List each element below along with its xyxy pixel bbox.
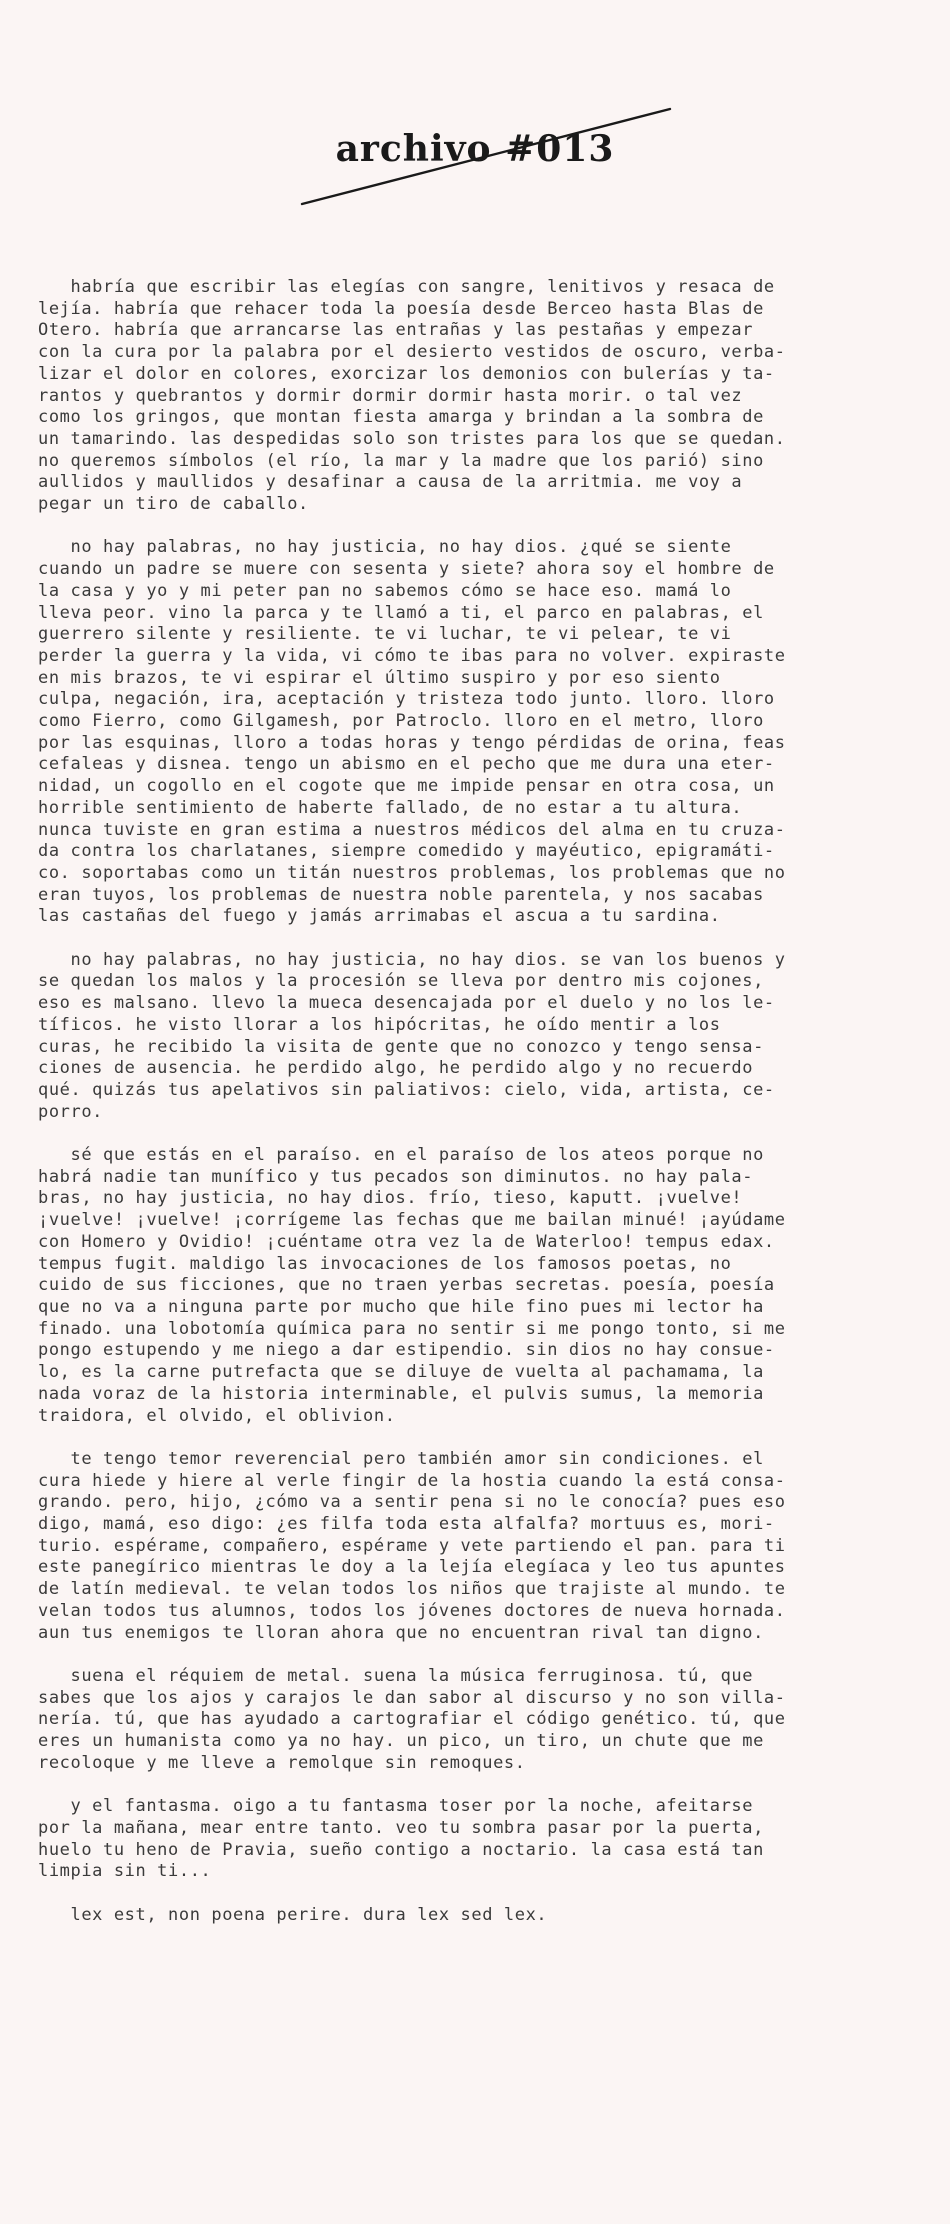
poem-line: traidora, el olvido, el oblivion. <box>38 1405 396 1426</box>
poem-line: cuido de sus ficciones, que no traen yerbas secretas. poesía, poesía <box>38 1275 775 1296</box>
poem-line: eso es malsano. llevo la mueca desencajada por el duelo y no los le- <box>38 993 775 1014</box>
poem-line: este panegírico mientras le doy a la lejía elegíaca y leo tus apuntes <box>38 1557 786 1578</box>
poem-line: cura hiede y hiere al verle fingir de la hostia cuando la está consa- <box>38 1470 786 1491</box>
poem-line: y el fantasma. oigo a tu fantasma toser por la noche, afeitarse <box>38 1796 754 1817</box>
poem-line: turio. espérame, compañero, espérame y vete partiendo el pan. para ti <box>38 1535 786 1556</box>
poem-line: lejía. habría que rehacer toda la poesía desde Berceo hasta Blas de <box>38 298 764 319</box>
poem-line: cuando un padre se muere con sesenta y siete? ahora soy el hombre de <box>38 559 775 580</box>
poem-line: rantos y quebrantos y dormir dormir dormir hasta morir. o tal vez <box>38 385 743 406</box>
poem-line: lizar el dolor en colores, exorcizar los demonios con bulerías y ta- <box>38 363 775 384</box>
poem-line: la casa y yo y mi peter pan no sabemos cómo se hace eso. mamá lo <box>38 580 732 601</box>
poem-line: no queremos símbolos (el río, la mar y la madre que los parió) sino <box>38 450 764 471</box>
poem-line: no hay palabras, no hay justicia, no hay dios. ¿qué se siente <box>38 537 732 558</box>
poem-line: digo, mamá, eso digo: ¿es filfa toda esta alfalfa? mortuus es, mori- <box>38 1514 775 1535</box>
poem-line: se quedan los malos y la procesión se lleva por dentro mis cojones, <box>38 971 764 992</box>
poem-line: con Homero y Ovidio! ¡cuéntame otra vez la de Waterloo! tempus edax. <box>38 1231 775 1252</box>
poem-line: culpa, negación, ira, aceptación y tristeza todo junto. lloro. lloro <box>38 689 775 710</box>
poem-line: lo, es la carne putrefacta que se diluye de vuelta al pachamama, la <box>38 1362 764 1383</box>
poem-line: te tengo temor reverencial pero también amor sin condiciones. el <box>38 1448 764 1469</box>
poem-line: limpia sin ti... <box>38 1861 212 1882</box>
stanza <box>38 277 908 516</box>
poem-line: sabes que los ajos y carajos le dan sabor al discurso y no son villa- <box>38 1687 786 1708</box>
poem-line: nidad, un cogollo en el cogote que me impide pensar en otra cosa, un <box>38 776 775 797</box>
poem-line: cefaleas y disnea. tengo un abismo en el pecho que me dura una eter- <box>38 754 775 775</box>
poem-line: habría que escribir las elegías con sangre, lenitivos y resaca de <box>38 277 775 297</box>
poem-line: pongo estupendo y me niego a dar estipendio. sin dios no hay consue- <box>38 1340 775 1361</box>
poem-line: finado. una lobotomía química para no sentir si me pongo tonto, si me <box>38 1318 786 1339</box>
poem-line: por la mañana, mear entre tanto. veo tu sombra pasar por la puerta, <box>38 1817 764 1838</box>
poem-line: nada voraz de la historia interminable, el pulvis sumus, la memoria <box>38 1383 764 1404</box>
poem-line: con la cura por la palabra por el desierto vestidos de oscuro, verba- <box>38 342 786 363</box>
poem-line: nunca tuviste en gran estima a nuestros médicos del alma en tu cruza- <box>38 819 786 840</box>
poem-line: como Fierro, como Gilgamesh, por Patroclo. lloro en el metro, lloro <box>38 711 764 732</box>
poem-line: huelo tu heno de Pravia, sueño contigo a noctario. la casa está tan <box>38 1839 764 1860</box>
poem-line: da contra los charlatanes, siempre comedido y mayéutico, epigramáti- <box>38 841 775 862</box>
stanza <box>38 1449 908 1644</box>
poem-line: lleva peor. vino la parca y te llamó a ti, el parco en palabras, el <box>38 602 764 623</box>
poem-line: eres un humanista como ya no hay. un pico, un tiro, un chute que me <box>38 1731 764 1752</box>
poem-line: en mis brazos, te vi espirar el último suspiro y por eso siento <box>38 667 721 688</box>
poem-line: velan todos tus alumnos, todos los jóvenes doctores de nueva hornada. <box>38 1600 786 1621</box>
stanza <box>38 1145 908 1427</box>
poem-line: un tamarindo. las despedidas solo son tristes para los que se quedan. <box>38 428 786 449</box>
poem-line: aun tus enemigos te lloran ahora que no encuentran rival tan digno. <box>38 1622 764 1643</box>
poem-line: de latín medieval. te velan todos los niños que trajiste al mundo. te <box>38 1579 786 1600</box>
poem-line: que no va a ninguna parte por mucho que hile fino pues mi lector ha <box>38 1297 764 1317</box>
title-block <box>0 0 950 260</box>
poem-line: suena el réquiem de metal. suena la música ferruginosa. tú, que <box>38 1665 754 1686</box>
poem-line: sé que estás en el paraíso. en el paraíso de los ateos porque no <box>38 1145 764 1166</box>
poem-line: eran tuyos, los problemas de nuestra noble parentela, y nos sacabas <box>38 884 764 905</box>
poem-line: tíficos. he visto llorar a los hipócritas, he oído mentir a los <box>38 1014 721 1035</box>
stanza <box>38 1666 908 1775</box>
poem-line: horrible sentimiento de haberte fallado, de no estar a tu altura. <box>38 797 743 818</box>
stanza <box>38 1796 908 1883</box>
poem-line: recoloque y me lleve a remolque sin remoques. <box>38 1752 526 1773</box>
poem-line: grando. pero, hijo, ¿cómo va a sentir pena si no le conocía? pues eso <box>38 1492 786 1513</box>
stanza <box>38 950 908 1124</box>
poem-line: Otero. habría que arrancarse las entrañas y las pestañas y empezar <box>38 320 754 341</box>
poem-line: nería. tú, que has ayudado a cartografiar el código genético. tú, que <box>38 1709 786 1730</box>
poem-line: ¡vuelve! ¡vuelve! ¡corrígeme las fechas que me bailan minué! ¡ayúdame <box>38 1210 786 1231</box>
poem-body <box>38 277 908 1948</box>
poem-line: habrá nadie tan munífico y tus pecados son diminutos. no hay pala- <box>38 1166 754 1187</box>
poem-line: por las esquinas, lloro a todas horas y tengo pérdidas de orina, feas <box>38 732 786 753</box>
stanza <box>38 537 908 928</box>
poem-line: las castañas del fuego y jamás arrimabas el ascua a tu sardina. <box>38 906 721 927</box>
poem-line: bras, no hay justicia, no hay dios. frío, tieso, kaputt. ¡vuelve! <box>38 1188 743 1209</box>
poem-line: curas, he recibido la visita de gente que no conozco y tengo sensa- <box>38 1036 764 1057</box>
poem-line: guerrero silente y resiliente. te vi luchar, te vi pelear, te vi <box>38 624 732 645</box>
poem-line: aullidos y maullidos y desafinar a causa de la arritmia. me voy a <box>38 472 743 493</box>
poem-line: porro. <box>38 1101 104 1122</box>
page-title: archivo #013 <box>335 128 615 170</box>
poem-line: no hay palabras, no hay justicia, no hay dios. se van los buenos y <box>38 949 786 970</box>
poem-line: ciones de ausencia. he perdido algo, he perdido algo y no recuerdo <box>38 1058 754 1079</box>
poem-line: lex est, non poena perire. dura lex sed lex. <box>38 1904 548 1925</box>
poem-line: tempus fugit. maldigo las invocaciones de los famosos poetas, no <box>38 1253 732 1274</box>
title-strikethrough-line <box>300 106 675 210</box>
poem-line: qué. quizás tus apelativos sin paliativos: cielo, vida, artista, ce- <box>38 1079 775 1100</box>
stanza <box>38 1905 908 1927</box>
poem-line: perder la guerra y la vida, vi cómo te ibas para no volver. expiraste <box>38 645 786 666</box>
poem-line: como los gringos, que montan fiesta amarga y brindan a la sombra de <box>38 407 764 428</box>
poem-line: co. soportabas como un titán nuestros problemas, los problemas que no <box>38 862 786 883</box>
poem-line: pegar un tiro de caballo. <box>38 494 309 515</box>
